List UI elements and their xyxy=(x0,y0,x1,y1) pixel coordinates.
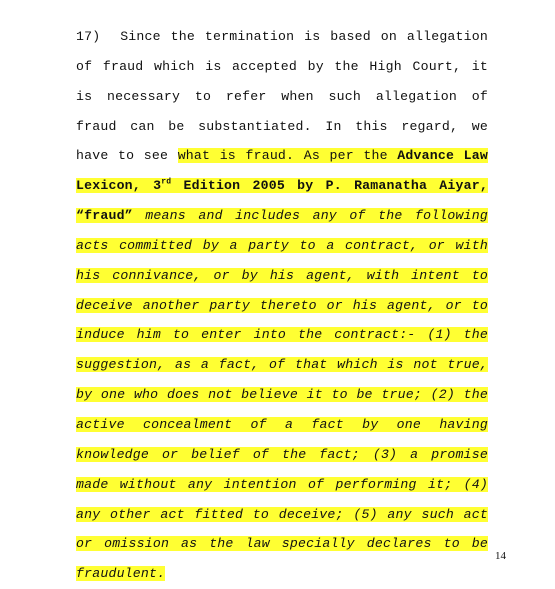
source-citation-details: Edition 2005 by P. Ramanatha Aiyar, “fraud” xyxy=(76,178,488,224)
paragraph-number: 17) xyxy=(76,29,101,44)
highlighted-text: what is fraud. As per the xyxy=(177,148,398,164)
judgment-paragraph-17 xyxy=(76,22,488,589)
page-number: 14 xyxy=(495,550,506,562)
ordinal-superscript: rd xyxy=(161,177,172,187)
source-citation-title: Advance Law Lexicon, 3 xyxy=(76,148,488,194)
fraud-definition: means and includes any of the following acts committed by a party to a contract, or with his connivance, or by his agent, with intent to deceive another party thereto or his agent, or to induce him to enter into the contract:- (1) the suggestion, as a fact, of that which is not true, by one who does not believe it to be true; (2) the active concealment of a fact by one having knowledge or belief of the fact; (3) a promise made without any intention of performing it; (4) any other act fitted to deceive; (5) any such act or omission as the law specially declares to be fraudulent. xyxy=(76,208,488,582)
paragraph-plain-text: Since the termination is based on allegation of fraud which is accepted by the High Court, it is necessary to refer when such allegation of fraud can be substantiated. In this regard, we have to see xyxy=(76,29,488,164)
